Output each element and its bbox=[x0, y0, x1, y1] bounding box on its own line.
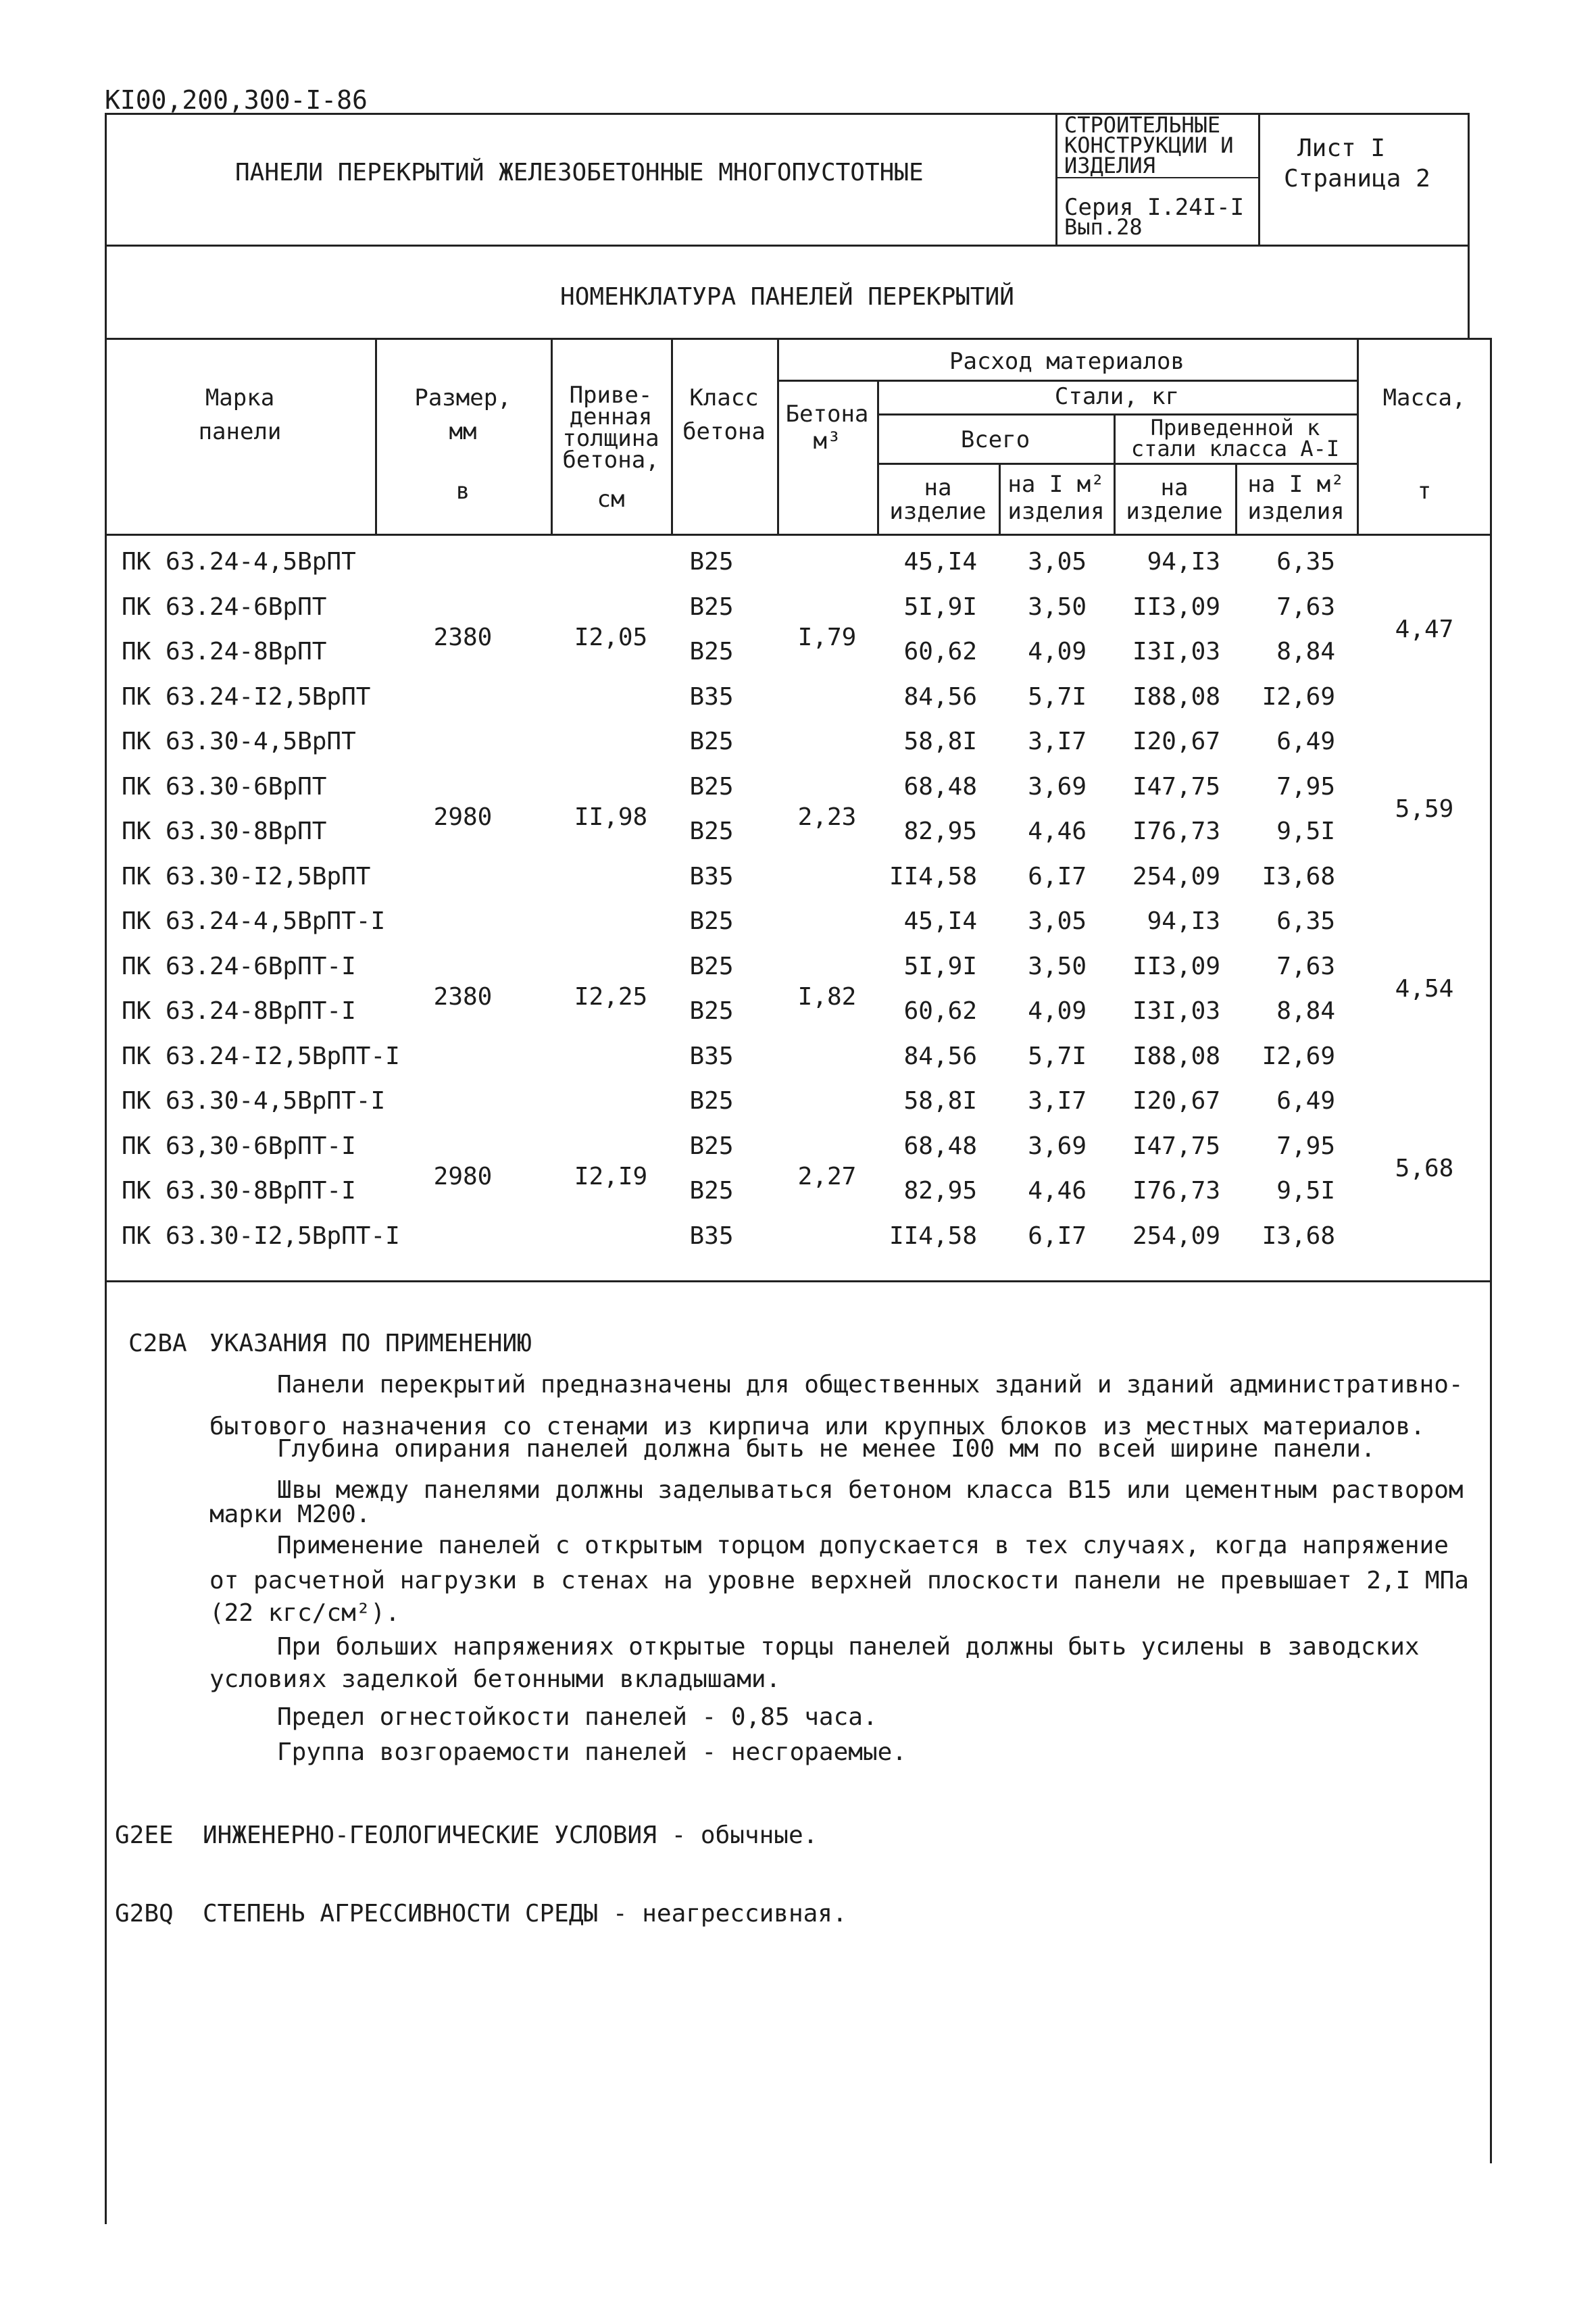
steel-per-item: 60,62 bbox=[903, 638, 977, 665]
steel-per-item: 68,48 bbox=[903, 1132, 977, 1160]
sheet-label: Лист I bbox=[1297, 134, 1386, 162]
concrete-class: В25 bbox=[689, 1087, 734, 1115]
table-top-line bbox=[105, 338, 1492, 340]
reduced-steel-per-m2: 9,5I bbox=[1276, 818, 1335, 845]
reduced-steel-per-m2: 7,95 bbox=[1276, 1132, 1335, 1160]
steel-per-item: 60,62 bbox=[903, 997, 977, 1025]
header-thickness-4: бетона, bbox=[562, 447, 659, 474]
panel-mark: ПК 63.30-4,5ВрПТ bbox=[122, 728, 356, 755]
concrete-volume: I,82 bbox=[797, 982, 857, 1011]
reduced-steel-per-m2: 6,35 bbox=[1276, 907, 1335, 935]
reduced-steel-per-m2: 6,35 bbox=[1276, 548, 1335, 576]
panel-mass: 5,59 bbox=[1395, 795, 1454, 823]
header-per-m2-1: на I м² bbox=[1007, 471, 1105, 498]
panel-mark: ПК 63.24-I2,5ВрПТ bbox=[122, 682, 371, 711]
series-label: Серия I.24I-I bbox=[1064, 194, 1245, 221]
header-reduced-1: Приведенной к bbox=[1150, 415, 1320, 441]
instruction-line: условиях заделкой бетонными вкладышами. bbox=[209, 1665, 781, 1693]
panel-mark: ПК 63.30-6ВрПТ bbox=[122, 772, 327, 801]
reduced-thickness: II,98 bbox=[574, 803, 648, 831]
steel-per-item: 68,48 bbox=[903, 772, 977, 801]
panel-mark: ПК 63.24-6ВрПТ bbox=[122, 593, 327, 621]
category-line-1: СТРОИТЕЛЬНЫЕ bbox=[1064, 112, 1221, 138]
reduced-steel-per-item: 254,09 bbox=[1132, 862, 1220, 890]
reduced-steel-per-m2: I2,69 bbox=[1262, 682, 1335, 711]
steel-per-item: 58,8I bbox=[903, 728, 977, 755]
title-block-divider-2 bbox=[1258, 113, 1260, 245]
steel-per-m2: 4,09 bbox=[1028, 638, 1087, 665]
reduced-steel-per-item: I76,73 bbox=[1132, 818, 1220, 845]
concrete-class: В25 bbox=[689, 728, 734, 755]
category-underline bbox=[1055, 177, 1258, 178]
steel-per-m2: 4,46 bbox=[1028, 1177, 1087, 1205]
instruction-line: бытового назначения со стенами из кирпича или крупных блоков из местных материалов. bbox=[209, 1413, 1425, 1440]
reduced-steel-per-m2: 6,49 bbox=[1276, 1087, 1335, 1115]
header-total: Всего bbox=[960, 426, 1030, 453]
reduced-thickness: I2,05 bbox=[574, 623, 648, 651]
steel-per-m2: 6,I7 bbox=[1028, 862, 1087, 890]
instruction-line: от расчетной нагрузки в стенах на уровне верхней плоскости панели не превышает 2,I МПа bbox=[209, 1567, 1469, 1594]
concrete-class: В25 bbox=[689, 1177, 734, 1205]
header-concrete-2: м³ bbox=[813, 428, 841, 455]
panel-mark: ПК 63.30-I2,5ВрПТ bbox=[122, 862, 371, 890]
reduced-steel-per-item: I88,08 bbox=[1132, 1042, 1220, 1070]
instructions-code: С2ВА bbox=[128, 1330, 187, 1357]
header-mass-1: Масса, bbox=[1382, 384, 1466, 411]
frame-top-line bbox=[105, 113, 1470, 115]
steel-per-m2: 5,7I bbox=[1028, 682, 1087, 711]
reduced-steel-per-m2: 7,63 bbox=[1276, 952, 1335, 980]
instruction-line: Предел огнестойкости панелей - 0,85 часа. bbox=[277, 1703, 878, 1731]
steel-per-m2: 6,I7 bbox=[1028, 1222, 1087, 1250]
header-materials-line bbox=[777, 380, 1357, 382]
instructions-heading: УКАЗАНИЯ ПО ПРИМЕНЕНИЮ bbox=[209, 1330, 532, 1357]
reduced-steel-per-item: 94,I3 bbox=[1147, 907, 1220, 935]
reduced-steel-per-item: I76,73 bbox=[1132, 1177, 1220, 1205]
panel-mark: ПК 63.24-6ВрПТ-I bbox=[122, 952, 356, 980]
aggression-text: СТЕПЕНЬ АГРЕССИВНОСТИ СРЕДЫ - неагрессивная. bbox=[203, 1900, 847, 1928]
steel-per-m2: 3,I7 bbox=[1028, 728, 1087, 755]
header-reduced-per-m2-2: изделия bbox=[1247, 498, 1345, 525]
panel-mark: ПК 63.30-8ВрПТ bbox=[122, 818, 327, 845]
main-title: ПАНЕЛИ ПЕРЕКРЫТИЙ ЖЕЛЕЗОБЕТОННЫЕ МНОГОПУСТОТНЫЕ bbox=[235, 159, 924, 186]
reduced-steel-per-item: 94,I3 bbox=[1147, 548, 1220, 576]
header-thickness-1: Приве- bbox=[569, 382, 653, 409]
steel-per-m2: 3,I7 bbox=[1028, 1087, 1087, 1115]
concrete-class: В25 bbox=[689, 952, 734, 980]
panel-mark: ПК 63.24-8ВрПТ bbox=[122, 638, 327, 665]
steel-per-item: 45,I4 bbox=[903, 548, 977, 576]
reduced-steel-per-item: I3I,03 bbox=[1132, 997, 1220, 1025]
steel-per-item: 84,56 bbox=[903, 1042, 977, 1070]
reduced-thickness: I2,I9 bbox=[574, 1162, 648, 1190]
steel-per-item: 5I,9I bbox=[903, 593, 977, 621]
reduced-steel-per-item: 254,09 bbox=[1132, 1222, 1220, 1250]
reduced-steel-per-m2: I2,69 bbox=[1262, 1042, 1335, 1070]
panel-mark: ПК 63.30-4,5ВрПТ-I bbox=[122, 1087, 386, 1115]
steel-per-item: 82,95 bbox=[903, 818, 977, 845]
panel-size: 2980 bbox=[433, 803, 493, 831]
panel-mark: ПК 63.30-8ВрПТ-I bbox=[122, 1177, 356, 1205]
issue-label: Вып.28 bbox=[1064, 214, 1143, 240]
header-mark-2: панели bbox=[198, 418, 282, 445]
table-title: НОМЕНКЛАТУРА ПАНЕЛЕЙ ПЕРЕКРЫТИЙ bbox=[560, 283, 1014, 311]
panel-mass: 4,47 bbox=[1395, 615, 1454, 643]
steel-per-m2: 3,69 bbox=[1028, 1132, 1087, 1160]
header-mark-1: Марка bbox=[205, 384, 275, 411]
steel-per-item: 82,95 bbox=[903, 1177, 977, 1205]
category-line-2: КОНСТРУКЦИИ И bbox=[1064, 132, 1234, 158]
header-bottom-line bbox=[105, 534, 1492, 536]
panel-mass: 5,68 bbox=[1395, 1154, 1454, 1182]
geology-text: ИНЖЕНЕРНО-ГЕОЛОГИЧЕСКИЕ УСЛОВИЯ - обычные. bbox=[203, 1821, 818, 1849]
header-col-divider-9 bbox=[1357, 338, 1359, 534]
header-size-1: Размер, bbox=[414, 384, 512, 411]
steel-per-item: 58,8I bbox=[903, 1087, 977, 1115]
instruction-line: марки М200. bbox=[209, 1501, 371, 1528]
reduced-steel-per-m2: I3,68 bbox=[1262, 1222, 1335, 1250]
reduced-steel-per-m2: 6,49 bbox=[1276, 728, 1335, 755]
panel-mark: ПК 63.24-4,5ВрПТ-I bbox=[122, 907, 386, 935]
header-class-1: Класс bbox=[689, 384, 759, 411]
concrete-class: В25 bbox=[689, 997, 734, 1025]
reduced-steel-per-m2: 7,95 bbox=[1276, 772, 1335, 801]
instruction-line: Применение панелей с открытым торцом допускается в тех случаях, когда напряжение bbox=[277, 1532, 1449, 1559]
panel-mark: ПК 63.24-I2,5ВрПТ-I bbox=[122, 1042, 400, 1070]
reduced-steel-per-item: II3,09 bbox=[1132, 593, 1220, 621]
steel-per-item: 45,I4 bbox=[903, 907, 977, 935]
steel-per-item: II4,58 bbox=[889, 862, 977, 890]
reduced-steel-per-m2: 8,84 bbox=[1276, 638, 1335, 665]
panel-size: 2380 bbox=[433, 623, 493, 651]
header-thickness-3: толщина bbox=[562, 425, 659, 452]
steel-per-m2: 3,50 bbox=[1028, 952, 1087, 980]
reduced-steel-per-m2: 9,5I bbox=[1276, 1177, 1335, 1205]
panel-mark: ПК 63,30-6ВрПТ-I bbox=[122, 1132, 356, 1160]
header-reduced-per-item-2: изделие bbox=[1126, 498, 1223, 525]
steel-per-m2: 3,69 bbox=[1028, 772, 1087, 801]
concrete-class: В35 bbox=[689, 1042, 734, 1070]
header-reduced-2: стали класса А-I bbox=[1130, 436, 1340, 461]
concrete-volume: 2,23 bbox=[797, 803, 857, 831]
category-line-3: ИЗДЕЛИЯ bbox=[1064, 153, 1155, 178]
steel-per-m2: 3,05 bbox=[1028, 548, 1087, 576]
steel-per-m2: 4,09 bbox=[1028, 997, 1087, 1025]
title-block-divider-1 bbox=[1055, 113, 1057, 245]
steel-per-m2: 4,46 bbox=[1028, 818, 1087, 845]
aggression-code: G2ВQ bbox=[115, 1900, 174, 1928]
concrete-volume: 2,27 bbox=[797, 1162, 857, 1190]
concrete-class: В35 bbox=[689, 862, 734, 890]
instruction-line: Глубина опирания панелей должна быть не менее I00 мм по всей ширине панели. bbox=[277, 1435, 1376, 1463]
reduced-steel-per-item: I20,67 bbox=[1132, 1087, 1220, 1115]
concrete-class: В25 bbox=[689, 772, 734, 801]
reduced-steel-per-item: I20,67 bbox=[1132, 728, 1220, 755]
header-subcol-line bbox=[877, 463, 1357, 465]
panel-mark: ПК 63.24-8ВрПТ-I bbox=[122, 997, 356, 1025]
header-per-m2-2: изделия bbox=[1007, 498, 1105, 525]
header-thickness-2: денная bbox=[569, 403, 653, 430]
instruction-line: Панели перекрытий предназначены для общественных зданий и зданий административно- bbox=[277, 1371, 1464, 1399]
header-mass-2: т bbox=[1417, 478, 1432, 505]
reduced-steel-per-item: I47,75 bbox=[1132, 1132, 1220, 1160]
document-code: КI00,200,300-I-86 bbox=[105, 85, 368, 115]
instruction-line: (22 кгс/см²). bbox=[209, 1599, 400, 1627]
concrete-class: В25 bbox=[689, 1132, 734, 1160]
reduced-steel-per-item: I88,08 bbox=[1132, 682, 1220, 711]
reduced-steel-per-item: II3,09 bbox=[1132, 952, 1220, 980]
panel-mark: ПК 63.24-4,5ВрПТ bbox=[122, 548, 356, 576]
header-class-2: бетона bbox=[682, 418, 766, 445]
frame-right-line-lower bbox=[1490, 339, 1492, 2163]
page-label: Страница 2 bbox=[1284, 165, 1430, 193]
reduced-steel-per-item: I47,75 bbox=[1132, 772, 1220, 801]
panel-mark: ПК 63.30-I2,5ВрПТ-I bbox=[122, 1222, 400, 1250]
header-thickness-5: см bbox=[597, 486, 625, 513]
header-per-item-1: на bbox=[924, 474, 952, 501]
concrete-class: В25 bbox=[689, 907, 734, 935]
reduced-steel-per-m2: I3,68 bbox=[1262, 862, 1335, 890]
reduced-steel-per-m2: 7,63 bbox=[1276, 593, 1335, 621]
header-materials: Расход материалов bbox=[949, 348, 1184, 375]
geology-code: G2ЕЕ bbox=[115, 1821, 174, 1849]
concrete-class: В25 bbox=[689, 593, 734, 621]
steel-per-item: 84,56 bbox=[903, 682, 977, 711]
concrete-class: В35 bbox=[689, 1222, 734, 1250]
instruction-line: Группа возгораемости панелей - несгораемые. bbox=[277, 1738, 907, 1766]
header-size-2: мм bbox=[449, 418, 477, 445]
concrete-class: В35 bbox=[689, 682, 734, 711]
steel-per-m2: 3,05 bbox=[1028, 907, 1087, 935]
steel-per-m2: 5,7I bbox=[1028, 1042, 1087, 1070]
steel-per-item: II4,58 bbox=[889, 1222, 977, 1250]
header-concrete-1: Бетона bbox=[785, 401, 869, 428]
reduced-steel-per-item: I3I,03 bbox=[1132, 638, 1220, 665]
concrete-volume: I,79 bbox=[797, 623, 857, 651]
concrete-class: В25 bbox=[689, 548, 734, 576]
instruction-line: Швы между панелями должны заделываться бетоном класса В15 или цементным раствором bbox=[277, 1476, 1464, 1504]
panel-size: 2380 bbox=[433, 982, 493, 1011]
header-size-3: в bbox=[455, 478, 470, 505]
header-per-item-2: изделие bbox=[889, 498, 987, 525]
panel-size: 2980 bbox=[433, 1162, 493, 1190]
concrete-class: В25 bbox=[689, 638, 734, 665]
header-reduced-per-m2-1: на I м² bbox=[1247, 471, 1345, 498]
concrete-class: В25 bbox=[689, 818, 734, 845]
header-steel: Стали, кг bbox=[1054, 383, 1180, 410]
reduced-thickness: I2,25 bbox=[574, 982, 648, 1011]
panel-mass: 4,54 bbox=[1395, 974, 1454, 1003]
header-reduced-per-item-1: на bbox=[1160, 474, 1189, 501]
instruction-line: При больших напряжениях открытые торцы панелей должны быть усилены в заводских bbox=[277, 1633, 1420, 1661]
title-block-bottom-line bbox=[105, 245, 1470, 247]
steel-per-item: 5I,9I bbox=[903, 952, 977, 980]
reduced-steel-per-m2: 8,84 bbox=[1276, 997, 1335, 1025]
table-bottom-line bbox=[105, 1280, 1492, 1282]
steel-per-m2: 3,50 bbox=[1028, 593, 1087, 621]
